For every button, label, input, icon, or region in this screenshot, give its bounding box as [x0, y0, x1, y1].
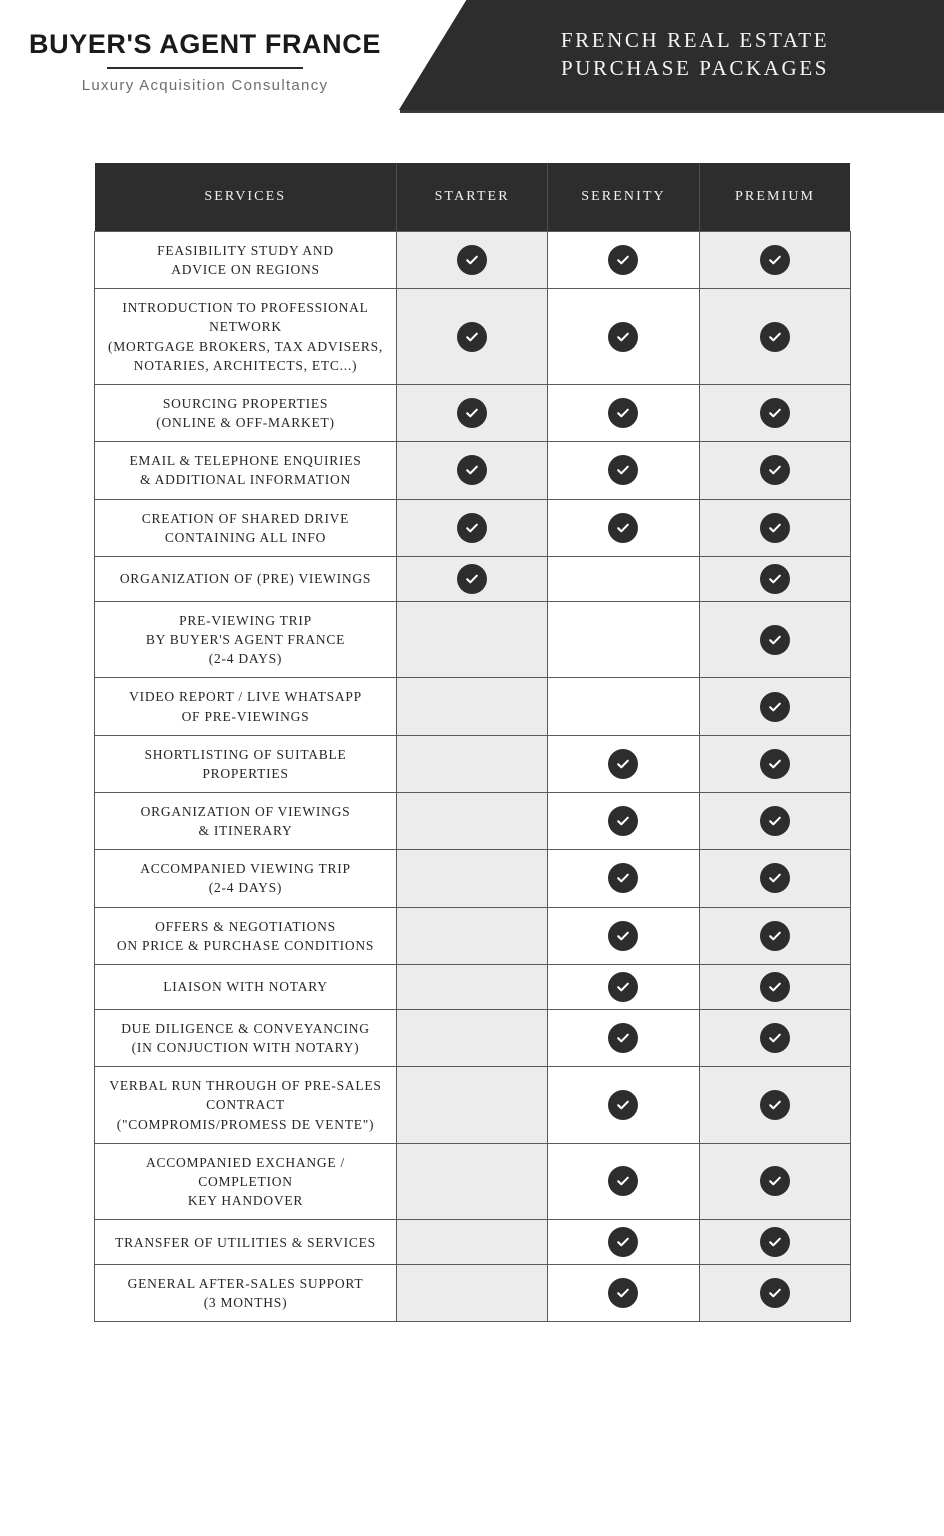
cell-content	[553, 625, 693, 655]
service-name-line: EMAIL & TELEPHONE ENQUIRIES	[129, 453, 362, 469]
check-circle-icon	[457, 513, 487, 543]
service-name-line: ("COMPROMIS/PROMESS DE VENTE")	[116, 1116, 375, 1132]
check-circle-icon	[760, 1278, 790, 1308]
check-circle-icon	[760, 921, 790, 951]
cell-content	[705, 245, 845, 275]
service-name-cell	[95, 556, 397, 601]
service-name-line: ACCOMPANIED EXCHANGE / COMPLETION	[145, 1154, 345, 1189]
cell-content	[705, 513, 845, 543]
table-row	[95, 1009, 851, 1066]
cell-content	[553, 1023, 693, 1053]
table-row	[95, 1265, 851, 1322]
check-circle-icon	[608, 1227, 638, 1257]
package-cell-starter	[397, 1009, 548, 1066]
package-cell-starter	[397, 735, 548, 792]
table-row	[95, 442, 851, 499]
package-cell-premium	[699, 442, 850, 499]
service-name-cell	[95, 1265, 397, 1322]
table-row	[95, 964, 851, 1009]
package-cell-premium	[699, 1220, 850, 1265]
cell-content	[705, 564, 845, 594]
package-cell-premium	[699, 735, 850, 792]
cell-content	[705, 749, 845, 779]
check-circle-icon	[608, 1278, 638, 1308]
package-cell-premium	[699, 1143, 850, 1219]
package-cell-premium	[699, 601, 850, 677]
service-name-cell	[95, 232, 397, 289]
check-circle-icon	[608, 749, 638, 779]
package-cell-serenity	[548, 442, 699, 499]
package-cell-premium	[699, 499, 850, 556]
service-name-cell	[95, 678, 397, 735]
cell-content	[553, 972, 693, 1002]
check-circle-icon	[608, 455, 638, 485]
cell-content	[705, 455, 845, 485]
banner-title-line-2: PURCHASE PACKAGES	[560, 56, 830, 81]
column-header-services: SERVICES	[95, 163, 397, 232]
package-cell-premium	[699, 964, 850, 1009]
check-circle-icon	[608, 513, 638, 543]
cell-content	[705, 863, 845, 893]
service-name-cell	[95, 1143, 397, 1219]
check-circle-icon	[760, 398, 790, 428]
banner-title-line-1: FRENCH REAL ESTATE	[560, 28, 830, 52]
service-name-line: TRANSFER OF UTILITIES & SERVICES	[115, 1234, 376, 1250]
column-header-serenity: SERENITY	[548, 163, 699, 232]
service-name-cell	[95, 601, 397, 677]
service-name-line: INTRODUCTION TO PROFESSIONAL	[122, 300, 369, 316]
package-cell-starter	[397, 1067, 548, 1143]
package-cell-serenity	[548, 678, 699, 735]
package-cell-premium	[699, 556, 850, 601]
cell-content	[705, 1023, 845, 1053]
check-circle-icon	[760, 749, 790, 779]
check-circle-icon	[760, 1090, 790, 1120]
cell-content	[402, 455, 542, 485]
table-row	[95, 232, 851, 289]
package-cell-starter	[397, 601, 548, 677]
service-name-line: BY BUYER'S AGENT FRANCE	[145, 632, 346, 648]
cell-content	[402, 921, 542, 951]
cell-content	[402, 245, 542, 275]
check-circle-icon	[760, 245, 790, 275]
service-name-line: & ITINERARY	[198, 823, 293, 839]
table-row	[95, 907, 851, 964]
table-row	[95, 1220, 851, 1265]
table-row	[95, 1143, 851, 1219]
cell-content	[402, 322, 542, 352]
package-cell-serenity	[548, 907, 699, 964]
check-circle-icon	[608, 322, 638, 352]
cell-content	[705, 1166, 845, 1196]
service-name-line: ORGANIZATION OF (PRE) VIEWINGS	[119, 571, 372, 587]
check-circle-icon	[760, 1023, 790, 1053]
cell-content	[553, 245, 693, 275]
table-row	[95, 735, 851, 792]
cell-content	[553, 398, 693, 428]
table-row	[95, 384, 851, 441]
check-circle-icon	[760, 625, 790, 655]
service-name-cell	[95, 735, 397, 792]
cell-content	[402, 749, 542, 779]
brand-name: BUYER'S AGENT FRANCE	[29, 29, 381, 59]
package-cell-serenity	[548, 792, 699, 849]
service-name-line: OF PRE-VIEWINGS	[181, 708, 310, 724]
cell-content	[553, 863, 693, 893]
cell-content	[553, 806, 693, 836]
service-name-cell	[95, 1067, 397, 1143]
cell-content	[402, 625, 542, 655]
check-circle-icon	[457, 398, 487, 428]
service-name-line: ACCOMPANIED VIEWING TRIP	[140, 861, 351, 877]
package-cell-starter	[397, 1265, 548, 1322]
package-cell-starter	[397, 1220, 548, 1265]
package-cell-starter	[397, 850, 548, 907]
package-cell-serenity	[548, 384, 699, 441]
service-name-line: CONTRACT	[206, 1097, 285, 1113]
service-name-line: CREATION OF SHARED DRIVE	[141, 510, 350, 526]
cell-content	[705, 322, 845, 352]
table-row	[95, 678, 851, 735]
package-cell-starter	[397, 556, 548, 601]
check-circle-icon	[760, 455, 790, 485]
brand-logo	[0, 30, 410, 94]
check-circle-icon	[760, 564, 790, 594]
cell-content	[553, 1227, 693, 1257]
package-cell-premium	[699, 1067, 850, 1143]
check-circle-icon	[760, 806, 790, 836]
package-cell-starter	[397, 907, 548, 964]
package-cell-serenity	[548, 499, 699, 556]
table-body	[95, 232, 851, 1322]
cell-content	[553, 513, 693, 543]
cell-content	[402, 806, 542, 836]
service-name-cell	[95, 850, 397, 907]
page-header	[0, 0, 944, 128]
check-circle-icon	[608, 1166, 638, 1196]
banner-underline	[400, 110, 944, 113]
package-cell-serenity	[548, 1143, 699, 1219]
table-row	[95, 556, 851, 601]
package-cell-serenity	[548, 850, 699, 907]
cell-content	[402, 1278, 542, 1308]
package-cell-premium	[699, 678, 850, 735]
table-row	[95, 601, 851, 677]
table-row	[95, 499, 851, 556]
service-name-line: VERBAL RUN THROUGH OF PRE-SALES	[109, 1078, 382, 1094]
service-name-line: LIAISON WITH NOTARY	[163, 979, 328, 995]
package-cell-starter	[397, 289, 548, 385]
check-circle-icon	[457, 322, 487, 352]
cell-content	[402, 1166, 542, 1196]
check-circle-icon	[608, 806, 638, 836]
package-cell-starter	[397, 232, 548, 289]
check-circle-icon	[457, 564, 487, 594]
cell-content	[553, 749, 693, 779]
table-row	[95, 1067, 851, 1143]
package-cell-serenity	[548, 232, 699, 289]
service-name-cell	[95, 289, 397, 385]
check-circle-icon	[760, 863, 790, 893]
cell-content	[553, 921, 693, 951]
cell-content	[402, 513, 542, 543]
service-name-line: PROPERTIES	[202, 765, 289, 781]
check-circle-icon	[608, 398, 638, 428]
table-head	[95, 163, 851, 232]
service-name-line: ADVICE ON REGIONS	[171, 262, 320, 278]
comparison-table-wrapper	[94, 163, 850, 1322]
check-circle-icon	[760, 513, 790, 543]
header-banner	[386, 0, 944, 122]
brand-divider	[107, 67, 303, 69]
service-name-line: (ONLINE & OFF-MARKET)	[156, 415, 335, 431]
table-row	[95, 850, 851, 907]
cell-content	[402, 863, 542, 893]
package-cell-premium	[699, 1265, 850, 1322]
cell-content	[402, 972, 542, 1002]
check-circle-icon	[457, 455, 487, 485]
package-cell-starter	[397, 499, 548, 556]
check-circle-icon	[760, 692, 790, 722]
package-cell-premium	[699, 384, 850, 441]
service-name-line: (IN CONJUCTION WITH NOTARY)	[131, 1040, 360, 1056]
cell-content	[705, 1227, 845, 1257]
service-name-cell	[95, 499, 397, 556]
package-cell-serenity	[548, 601, 699, 677]
service-name-line: VIDEO REPORT / LIVE WHATSAPP	[129, 689, 362, 705]
check-circle-icon	[608, 921, 638, 951]
service-name-cell	[95, 1009, 397, 1066]
service-name-line: NETWORK	[209, 319, 282, 335]
cell-content	[705, 692, 845, 722]
package-cell-serenity	[548, 289, 699, 385]
cell-content	[553, 1278, 693, 1308]
cell-content	[402, 564, 542, 594]
cell-content	[705, 625, 845, 655]
service-name-line: ORGANIZATION OF VIEWINGS	[140, 803, 351, 819]
check-circle-icon	[608, 1023, 638, 1053]
service-name-line: PRE-VIEWING TRIP	[179, 612, 312, 628]
check-circle-icon	[760, 1166, 790, 1196]
package-cell-starter	[397, 442, 548, 499]
cell-content	[705, 398, 845, 428]
service-name-line: SOURCING PROPERTIES	[162, 395, 329, 411]
package-cell-serenity	[548, 964, 699, 1009]
package-cell-starter	[397, 678, 548, 735]
package-cell-starter	[397, 792, 548, 849]
cell-content	[705, 1090, 845, 1120]
column-header-starter: STARTER	[397, 163, 548, 232]
cell-content	[705, 972, 845, 1002]
cell-content	[402, 1227, 542, 1257]
service-name-line: CONTAINING ALL INFO	[164, 529, 327, 545]
service-name-line: DUE DILIGENCE & CONVEYANCING	[121, 1020, 370, 1036]
cell-content	[553, 455, 693, 485]
package-cell-serenity	[548, 1067, 699, 1143]
service-name-line: (2-4 DAYS)	[208, 880, 283, 896]
package-cell-serenity	[548, 556, 699, 601]
package-cell-serenity	[548, 1009, 699, 1066]
service-name-line: GENERAL AFTER-SALES SUPPORT	[127, 1276, 364, 1292]
package-cell-premium	[699, 1009, 850, 1066]
package-cell-premium	[699, 289, 850, 385]
package-cell-premium	[699, 850, 850, 907]
service-name-cell	[95, 964, 397, 1009]
service-name-line: NOTARIES, ARCHITECTS, ETC...)	[133, 357, 358, 373]
check-circle-icon	[608, 1090, 638, 1120]
service-name-line: FEASIBILITY STUDY AND	[157, 243, 334, 258]
check-circle-icon	[608, 245, 638, 275]
cell-content	[705, 1278, 845, 1308]
service-name-cell	[95, 1220, 397, 1265]
package-cell-premium	[699, 792, 850, 849]
cell-content	[553, 1166, 693, 1196]
service-name-line: ON PRICE & PURCHASE CONDITIONS	[116, 937, 375, 953]
service-name-line: & ADDITIONAL INFORMATION	[140, 472, 351, 488]
service-name-cell	[95, 907, 397, 964]
package-cell-starter	[397, 384, 548, 441]
package-cell-premium	[699, 907, 850, 964]
cell-content	[705, 806, 845, 836]
banner-title	[446, 26, 944, 82]
check-circle-icon	[608, 972, 638, 1002]
package-cell-serenity	[548, 735, 699, 792]
packages-comparison-table	[94, 163, 851, 1322]
brand-tagline: Luxury Acquisition Consultancy	[81, 77, 329, 95]
table-header-row	[95, 163, 851, 232]
service-name-line: (3 MONTHS)	[203, 1295, 288, 1311]
check-circle-icon	[760, 322, 790, 352]
service-name-line: (2-4 DAYS)	[208, 651, 283, 667]
package-cell-premium	[699, 232, 850, 289]
check-circle-icon	[608, 863, 638, 893]
cell-content	[553, 692, 693, 722]
cell-content	[402, 1023, 542, 1053]
cell-content	[553, 322, 693, 352]
cell-content	[402, 1090, 542, 1120]
service-name-line: KEY HANDOVER	[187, 1193, 304, 1208]
cell-content	[402, 398, 542, 428]
service-name-line: (MORTGAGE BROKERS, TAX ADVISERS,	[107, 338, 383, 354]
column-header-premium: PREMIUM	[699, 163, 850, 232]
check-circle-icon	[760, 1227, 790, 1257]
cell-content	[553, 564, 693, 594]
table-row	[95, 792, 851, 849]
cell-content	[705, 921, 845, 951]
cell-content	[402, 692, 542, 722]
service-name-line: OFFERS & NEGOTIATIONS	[155, 918, 336, 934]
package-cell-serenity	[548, 1220, 699, 1265]
service-name-cell	[95, 792, 397, 849]
package-cell-serenity	[548, 1265, 699, 1322]
package-cell-starter	[397, 1143, 548, 1219]
service-name-cell	[95, 442, 397, 499]
table-row	[95, 289, 851, 385]
cell-content	[553, 1090, 693, 1120]
service-name-line: SHORTLISTING OF SUITABLE	[144, 746, 347, 762]
service-name-cell	[95, 384, 397, 441]
package-cell-starter	[397, 964, 548, 1009]
check-circle-icon	[760, 972, 790, 1002]
check-circle-icon	[457, 245, 487, 275]
